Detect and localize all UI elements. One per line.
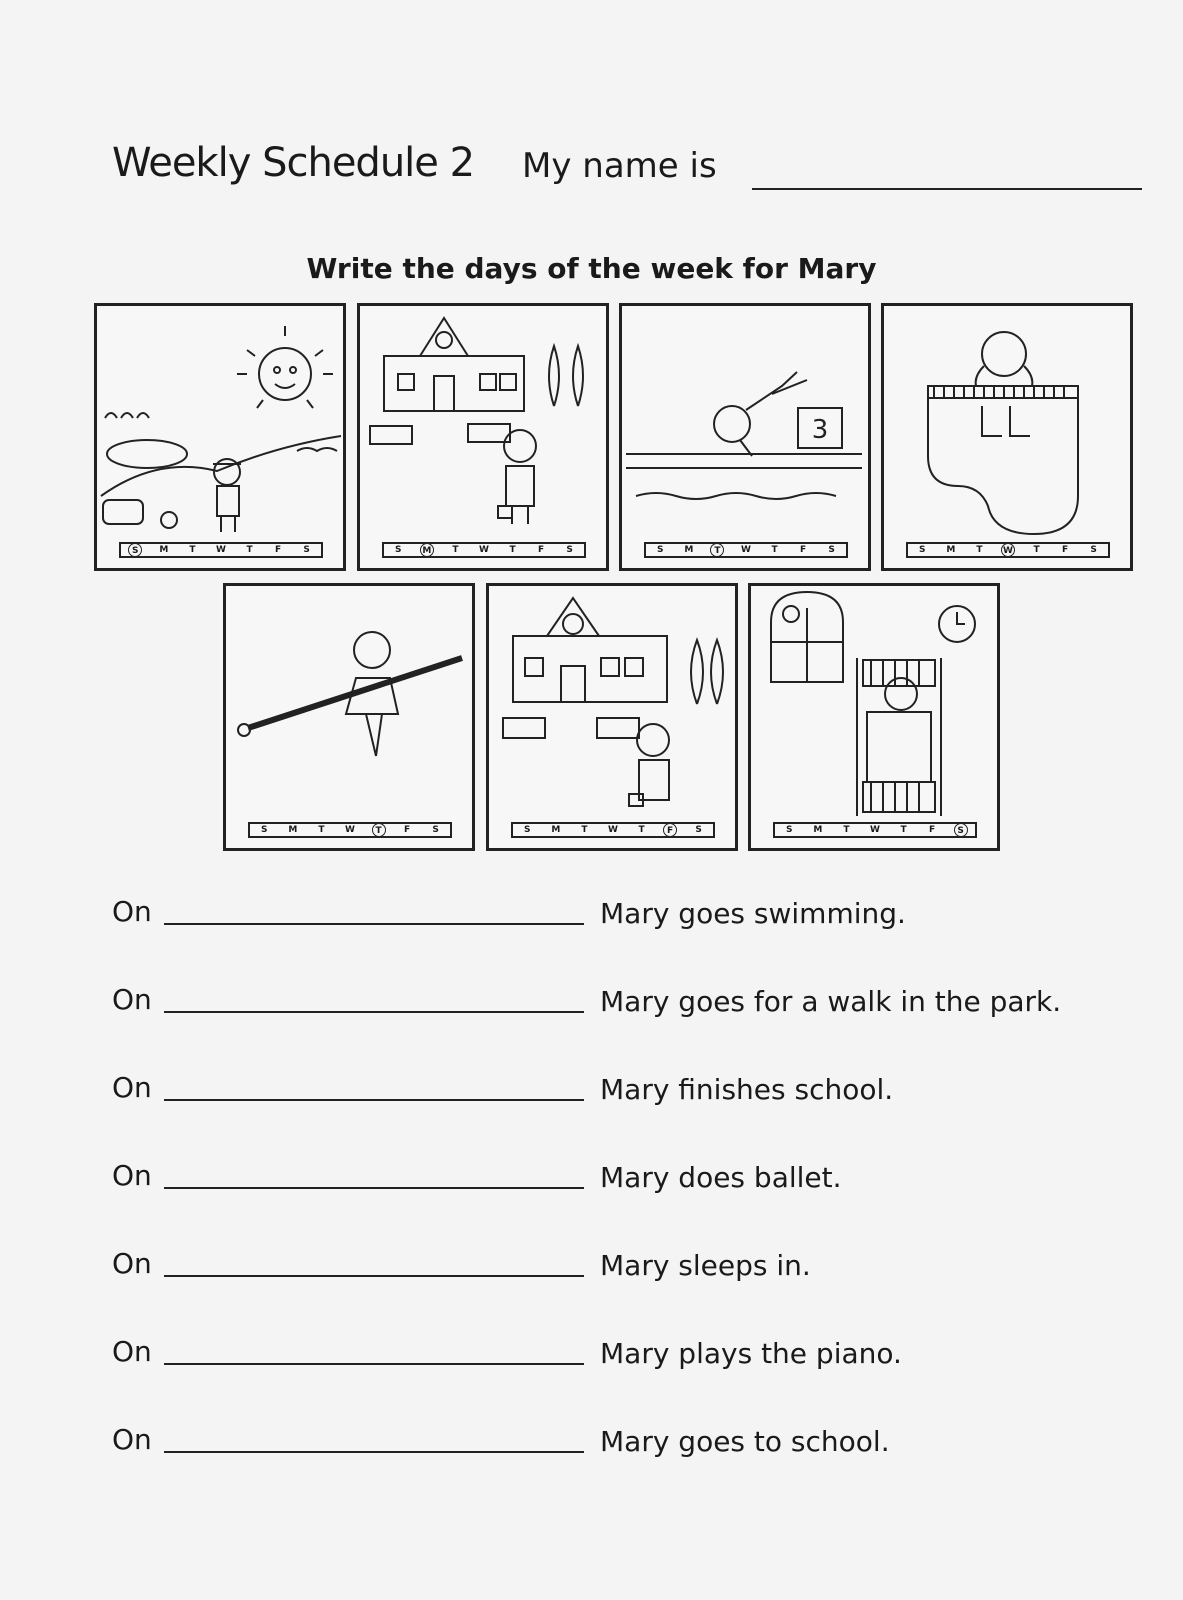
on-label: On: [112, 1247, 152, 1280]
day-letter: W: [216, 545, 226, 555]
day-letter: F: [1062, 545, 1069, 555]
sentence-text: Mary goes swimming.: [600, 897, 906, 930]
day-letter: M: [684, 545, 694, 555]
on-label: On: [112, 1071, 152, 1104]
day-letter: W: [1001, 543, 1015, 557]
day-letter: T: [1033, 545, 1040, 555]
sentence-text: Mary goes for a walk in the park.: [600, 985, 1062, 1018]
day-strip: [248, 822, 452, 838]
day-letter: S: [524, 825, 531, 835]
sleeping-illustration: [751, 586, 997, 848]
day-letter: F: [275, 545, 282, 555]
panel-school-leave: [486, 583, 738, 851]
swimming-illustration: [622, 306, 868, 568]
piano-illustration: [884, 306, 1130, 568]
sentence-row: [112, 895, 1112, 935]
panel-park-walk: [94, 303, 346, 571]
day-letter: T: [843, 825, 850, 835]
panel-swimming: [619, 303, 871, 571]
day-letter: T: [581, 825, 588, 835]
day-letter: W: [741, 545, 751, 555]
sentence-row: [112, 1159, 1112, 1199]
day-strip: [906, 542, 1110, 558]
day-letter: S: [1090, 545, 1097, 555]
day-letter: F: [800, 545, 807, 555]
day-letter: S: [657, 545, 664, 555]
day-strip: [119, 542, 323, 558]
day-letter: T: [710, 543, 724, 557]
park-walk-illustration: [97, 306, 343, 568]
day-letter: S: [261, 825, 268, 835]
day-letter: S: [303, 545, 310, 555]
answer-blank[interactable]: [164, 1363, 584, 1365]
day-letter: M: [288, 825, 298, 835]
panel-ballet: [223, 583, 475, 851]
ballet-illustration: [226, 586, 472, 848]
day-letter: F: [404, 825, 411, 835]
day-letter: M: [946, 545, 956, 555]
name-blank-line[interactable]: [752, 188, 1142, 190]
answer-blank[interactable]: [164, 1451, 584, 1453]
day-letter: W: [479, 545, 489, 555]
pool-lane-number: 3: [811, 415, 829, 445]
answer-blank[interactable]: [164, 1187, 584, 1189]
answer-blank[interactable]: [164, 1275, 584, 1277]
sentence-row: [112, 1247, 1112, 1287]
day-letter: T: [976, 545, 983, 555]
sentence-text: Mary sleeps in.: [600, 1249, 811, 1282]
panel-school-arrive: [357, 303, 609, 571]
on-label: On: [112, 1335, 152, 1368]
sentence-text: Mary finishes school.: [600, 1073, 894, 1106]
day-letter: T: [509, 545, 516, 555]
answer-blank[interactable]: [164, 1011, 584, 1013]
day-letter: M: [551, 825, 561, 835]
day-letter: F: [663, 823, 677, 837]
panel-piano: [881, 303, 1133, 571]
day-letter: S: [828, 545, 835, 555]
day-letter: T: [638, 825, 645, 835]
on-label: On: [112, 983, 152, 1016]
on-label: On: [112, 1159, 152, 1192]
worksheet-title: Weekly Schedule 2: [112, 140, 475, 186]
answer-blank[interactable]: [164, 1099, 584, 1101]
day-letter: S: [695, 825, 702, 835]
sentence-row: [112, 1423, 1112, 1463]
day-letter: T: [318, 825, 325, 835]
sentence-text: Mary does ballet.: [600, 1161, 842, 1194]
panel-sleeping: [748, 583, 1000, 851]
school-arrive-illustration: [360, 306, 606, 568]
day-letter: S: [954, 823, 968, 837]
on-label: On: [112, 1423, 152, 1456]
name-label: My name is: [522, 146, 717, 186]
day-letter: W: [870, 825, 880, 835]
instruction-text: Write the days of the week for Mary: [306, 252, 877, 285]
answer-blank[interactable]: [164, 923, 584, 925]
school-leave-illustration: [489, 586, 735, 848]
day-letter: T: [900, 825, 907, 835]
day-letter: M: [813, 825, 823, 835]
day-letter: F: [538, 545, 545, 555]
day-letter: F: [929, 825, 936, 835]
day-strip: [382, 542, 586, 558]
day-letter: T: [246, 545, 253, 555]
day-letter: T: [771, 545, 778, 555]
day-letter: S: [919, 545, 926, 555]
sentence-row: [112, 983, 1112, 1023]
sentence-row: [112, 1335, 1112, 1375]
day-letter: M: [159, 545, 169, 555]
day-letter: T: [189, 545, 196, 555]
day-letter: M: [420, 543, 434, 557]
worksheet-header: [112, 140, 1152, 200]
day-strip: [511, 822, 715, 838]
sentence-text: Mary goes to school.: [600, 1425, 890, 1458]
day-strip: [773, 822, 977, 838]
day-letter: S: [566, 545, 573, 555]
day-letter: S: [432, 825, 439, 835]
day-letter: W: [608, 825, 618, 835]
day-letter: T: [452, 545, 459, 555]
sentence-row: [112, 1071, 1112, 1111]
on-label: On: [112, 895, 152, 928]
day-letter: S: [786, 825, 793, 835]
day-strip: [644, 542, 848, 558]
day-letter: T: [372, 823, 386, 837]
day-letter: S: [128, 543, 142, 557]
day-letter: S: [395, 545, 402, 555]
sentence-text: Mary plays the piano.: [600, 1337, 902, 1370]
day-letter: W: [345, 825, 355, 835]
